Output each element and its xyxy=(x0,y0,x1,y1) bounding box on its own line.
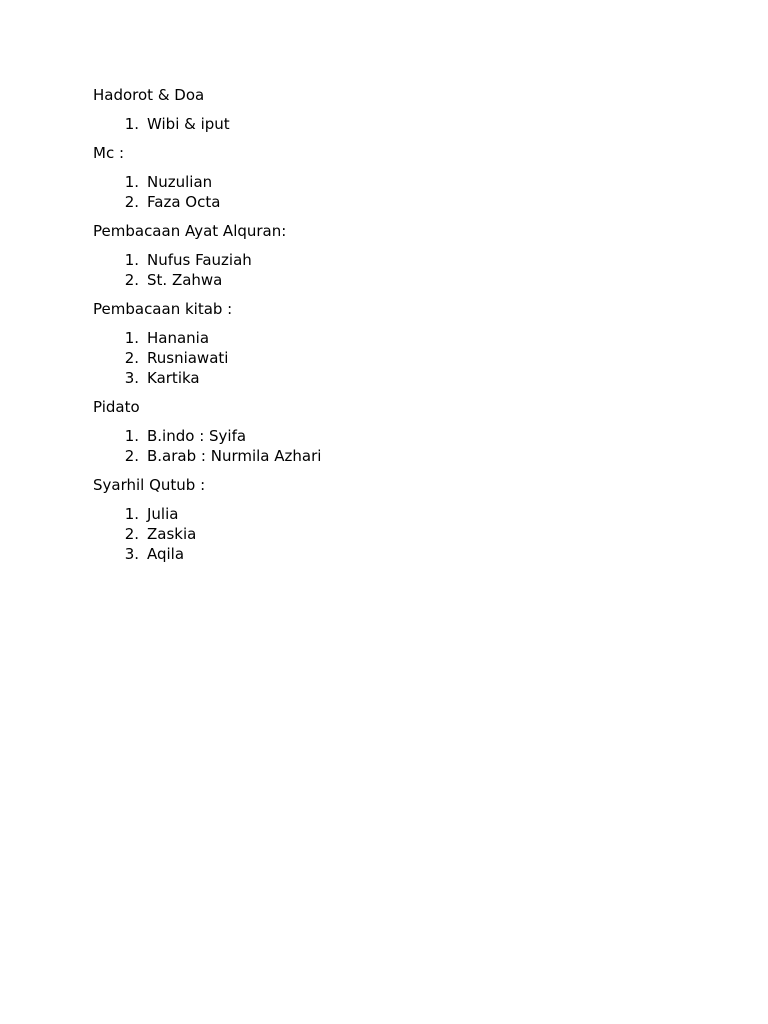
list-number: 2. xyxy=(124,447,139,465)
list-number: 1. xyxy=(124,173,139,191)
numbered-list xyxy=(93,328,693,388)
list-number: 1. xyxy=(124,115,139,133)
list-item xyxy=(93,192,693,212)
section-heading: Syarhil Qutub : xyxy=(93,476,206,494)
section-mc xyxy=(93,143,693,212)
list-text: Rusniawati xyxy=(147,349,229,367)
list-text: Julia xyxy=(147,505,179,523)
list-number: 2. xyxy=(124,525,139,543)
list-text: B.indo : Syifa xyxy=(147,427,247,445)
list-item xyxy=(93,172,693,192)
list-number: 1. xyxy=(124,329,139,347)
list-item xyxy=(93,504,693,524)
section-heading: Pidato xyxy=(93,398,140,416)
list-item xyxy=(93,524,693,544)
numbered-list xyxy=(93,504,693,564)
list-item xyxy=(93,446,693,466)
list-text: Faza Octa xyxy=(147,193,221,211)
list-text: Nuzulian xyxy=(147,173,213,191)
list-text: Kartika xyxy=(147,369,200,387)
list-item xyxy=(93,328,693,348)
section-pembacaan-kitab xyxy=(93,299,693,388)
list-item xyxy=(93,114,693,134)
list-text: Wibi & iput xyxy=(147,115,230,133)
numbered-list xyxy=(93,426,693,466)
section-hadorot-doa xyxy=(93,85,693,134)
list-item xyxy=(93,270,693,290)
section-pembacaan-ayat-alquran xyxy=(93,221,693,290)
list-number: 2. xyxy=(124,193,139,211)
section-pidato xyxy=(93,397,693,466)
list-text: Hanania xyxy=(147,329,210,347)
list-text: St. Zahwa xyxy=(147,271,223,289)
section-heading: Hadorot & Doa xyxy=(93,86,205,104)
list-number: 3. xyxy=(124,369,139,387)
list-text: B.arab : Nurmila Azhari xyxy=(147,447,322,465)
document-page xyxy=(93,85,693,573)
list-number: 1. xyxy=(124,251,139,269)
list-number: 2. xyxy=(124,271,139,289)
numbered-list xyxy=(93,250,693,290)
list-text: Aqila xyxy=(147,545,185,563)
list-text: Nufus Fauziah xyxy=(147,251,252,269)
section-heading: Mc : xyxy=(93,144,125,162)
numbered-list xyxy=(93,172,693,212)
list-text: Zaskia xyxy=(147,525,197,543)
list-number: 3. xyxy=(124,545,139,563)
section-heading: Pembacaan kitab : xyxy=(93,300,233,318)
list-item xyxy=(93,426,693,446)
list-number: 2. xyxy=(124,349,139,367)
list-item xyxy=(93,544,693,564)
list-item xyxy=(93,348,693,368)
list-number: 1. xyxy=(124,505,139,523)
list-item xyxy=(93,250,693,270)
section-syarhil-qutub xyxy=(93,475,693,564)
section-heading: Pembacaan Ayat Alquran: xyxy=(93,222,287,240)
list-number: 1. xyxy=(124,427,139,445)
numbered-list xyxy=(93,114,693,134)
list-item xyxy=(93,368,693,388)
